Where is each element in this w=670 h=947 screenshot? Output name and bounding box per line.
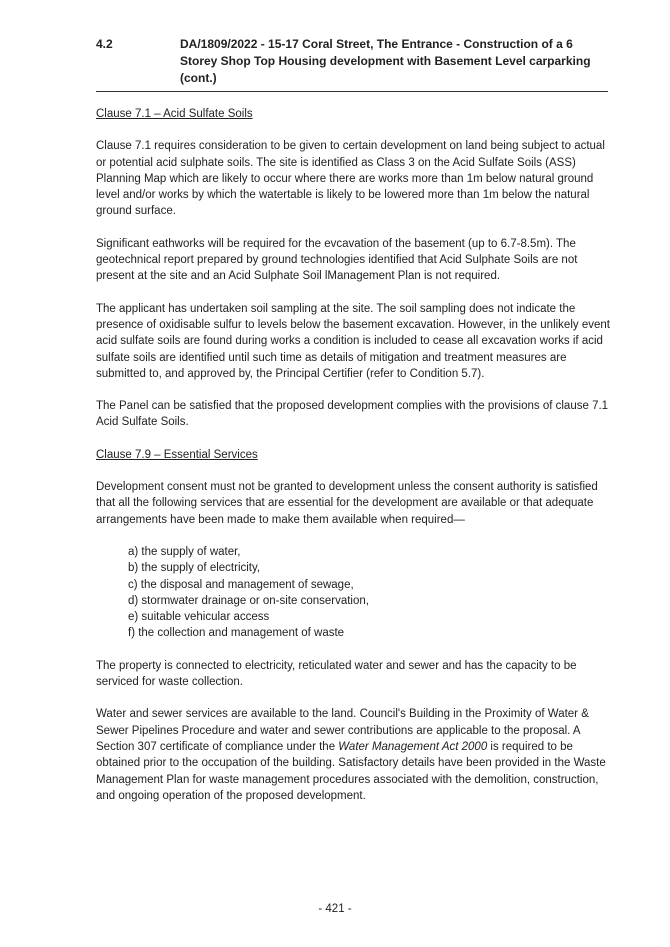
paragraph: The applicant has undertaken soil sampling at the site. The soil sampling does not indicate the presence of oxidisable sulfur to levels below the basement excavation. However, in the unlikely event acid sulfate soils are found during works a condition is included to cease all excavation works if acid sulfate soils are identified until such time as details of mitigation and treatment measures are submitted to, and approved by, the Principal Certifier (refer to Condition 5.7). [96, 302, 610, 380]
header-row [96, 36, 608, 87]
item-number: 4.2 [96, 37, 113, 51]
paragraph [96, 706, 610, 804]
section-heading-essential-services: Clause 7.9 – Essential Services [96, 448, 258, 461]
item-title: DA/1809/2022 - 15-17 Coral Street, The Entrance - Construction of a 6 Storey Shop Top Housing development with Basement Level carparking (cont.) [180, 37, 591, 85]
paragraph-text: is required to be obtained prior to the occupation of the building. Satisfactory details have been provided in the Waste Management Plan for waste management procedures associated with the demolition, construction, and ongoing operation of the proposed development. [96, 740, 606, 802]
list-item: e) suitable vehicular access [128, 611, 270, 624]
paragraph: The Panel can be satisfied that the proposed development complies with the provisions of clause 7.1 Acid Sulfate Soils. [96, 400, 609, 429]
paragraph: Clause 7.1 requires consideration to be given to certain development on land being subject to actual or potential acid sulphate soils. The site is identified as Class 3 on the Acid Sulfate Soils (ASS) Planning Map which are likely to occur where there are works more than 1m below natural ground level and/or works by which the watertable is likely to be lowered more than 1m below the natural ground surface. [96, 140, 605, 218]
paragraph: The property is connected to electricity, reticulated water and sewer and has the capacity to be serviced for waste collection. [96, 659, 577, 689]
paragraph: Development consent must not be granted to development unless the consent authority is satisfied that all the following services that are essential for the development are available or that adequate arrangements have been made to make them available when required— [96, 481, 598, 526]
page-header [96, 36, 608, 92]
act-title: Water Management Act 2000 [338, 740, 488, 753]
paragraph: Significant eathworks will be required for the evcavation of the basement (up to 6.7-8.5m). The geotechnical report prepared by ground technologies identified that Acid Sulphate Soils are not present at the site and an Acid Sulphate Soil lManagement Plan is not required. [96, 237, 578, 283]
section-heading-acid-sulfate: Clause 7.1 – Acid Sulfate Soils [96, 108, 253, 120]
list-item: f) the collection and management of waste [128, 627, 345, 640]
list-item: b) the supply of electricity, [128, 562, 261, 575]
list-item: d) stormwater drainage or on-site conservation, [128, 594, 369, 607]
services-list [128, 544, 610, 642]
list-item: a) the supply of water, [128, 545, 241, 558]
paragraph-text: Water and sewer services are available to the land. Council's Building in the Proximity of Water & Sewer Pipelines Procedure and water and sewer contributions are applicable to the proposal. A Section 307 certificate of compliance under the [96, 708, 589, 753]
page-number: - 421 - [318, 903, 352, 915]
list-item: c) the disposal and management of sewage, [128, 578, 354, 591]
document-body [96, 106, 610, 820]
